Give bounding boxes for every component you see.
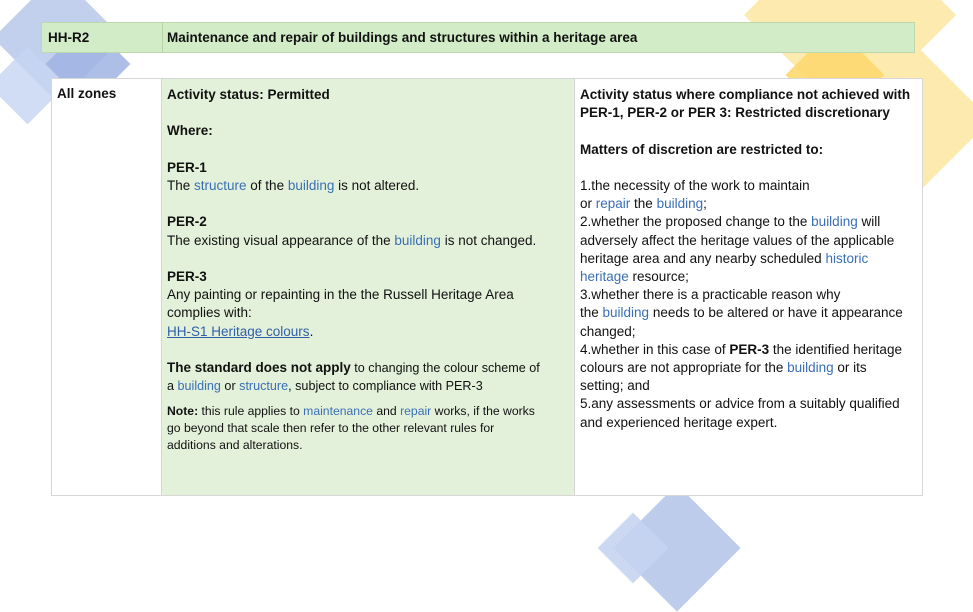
per1-text: The structure of the building is not altered. — [167, 177, 420, 193]
restricted-column — [575, 79, 922, 495]
matter-5-line1: 5.any assessments or advice from a suitably qualified — [580, 396, 900, 412]
heritage-link[interactable]: heritage — [580, 269, 629, 284]
matter-3-line2: the building needs to be altered or have it appearance — [580, 305, 903, 321]
rule-code: HH-R2 — [42, 23, 163, 52]
note-line2: go beyond that scale then refer to the other relevant rules for — [167, 421, 495, 436]
matter-3-line1: 3.whether there is a practicable reason why — [580, 287, 841, 303]
matter-4-line3: setting; and — [580, 378, 650, 394]
building-link[interactable]: building — [787, 360, 834, 376]
structure-link[interactable]: structure — [239, 379, 289, 394]
matter-4-line1: 4.whether in this case of PER-3 the identified heritage — [580, 341, 902, 357]
matters-heading: Matters of discretion are restricted to: — [580, 141, 824, 157]
matter-1-line2: or repair the building; — [580, 196, 707, 212]
per3-link-line: HH-S1 Heritage colours. — [167, 323, 314, 339]
per3-line1: Any painting or repainting in the the Russell Heritage Area — [167, 287, 514, 303]
historic-link[interactable]: historic — [825, 250, 869, 266]
building-link[interactable]: building — [811, 214, 858, 230]
structure-link[interactable]: structure — [194, 177, 247, 193]
matter-2-line2: adversely affect the heritage values of the applicable — [580, 232, 895, 248]
rule-header — [41, 22, 915, 53]
matter-2-line4: heritage resource; — [580, 269, 689, 284]
zone-label: All zones — [57, 86, 117, 101]
matter-2-line1: 2.whether the proposed change to the building will — [580, 214, 881, 230]
note-line3: additions and alterations. — [167, 438, 303, 453]
repair-link[interactable]: repair — [400, 404, 432, 419]
per2-text: The existing visual appearance of the building is not changed. — [167, 232, 537, 248]
heritage-colours-link[interactable]: HH-S1 Heritage colours — [167, 323, 310, 339]
building-link[interactable]: building — [287, 177, 335, 193]
restricted-status-line2: PER-1, PER-2 or PER 3: Restricted discretionary — [580, 105, 890, 121]
building-link[interactable]: building — [656, 196, 704, 212]
rule-title: Maintenance and repair of buildings and structures within a heritage area — [167, 30, 638, 45]
per3-heading: PER-3 — [167, 268, 207, 284]
note-line1: Note: this rule applies to maintenance and repair works, if the works — [167, 404, 535, 419]
zone-column — [52, 79, 162, 495]
building-link[interactable]: building — [177, 379, 221, 394]
per2-heading: PER-2 — [167, 214, 207, 230]
permitted-status: Activity status: Permitted — [167, 87, 330, 102]
maintenance-link[interactable]: maintenance — [303, 404, 373, 419]
matter-4-line2: colours are not appropriate for the building or its — [580, 360, 867, 376]
matter-5-line2: and experienced heritage expert. — [580, 414, 778, 430]
rule-table — [51, 78, 923, 496]
where-label: Where: — [167, 123, 213, 139]
per3-line2: complies with: — [167, 305, 252, 321]
standard-line2: a building or structure, subject to compliance with PER-3 — [167, 379, 483, 394]
per1-heading: PER-1 — [167, 159, 207, 175]
restricted-status-line1: Activity status where compliance not achieved with — [580, 87, 911, 102]
matter-1-line1: 1.the necessity of the work to maintain — [580, 177, 810, 193]
building-link[interactable]: building — [602, 305, 650, 321]
repair-link[interactable]: repair — [595, 196, 631, 212]
building-link[interactable]: building — [394, 232, 441, 248]
matter-2-line3: heritage area and any nearby scheduled historic — [580, 250, 869, 266]
permitted-column — [162, 79, 575, 495]
standard-line1: The standard does not apply to changing the colour scheme of — [167, 359, 540, 375]
matter-3-line3: changed; — [580, 323, 636, 339]
